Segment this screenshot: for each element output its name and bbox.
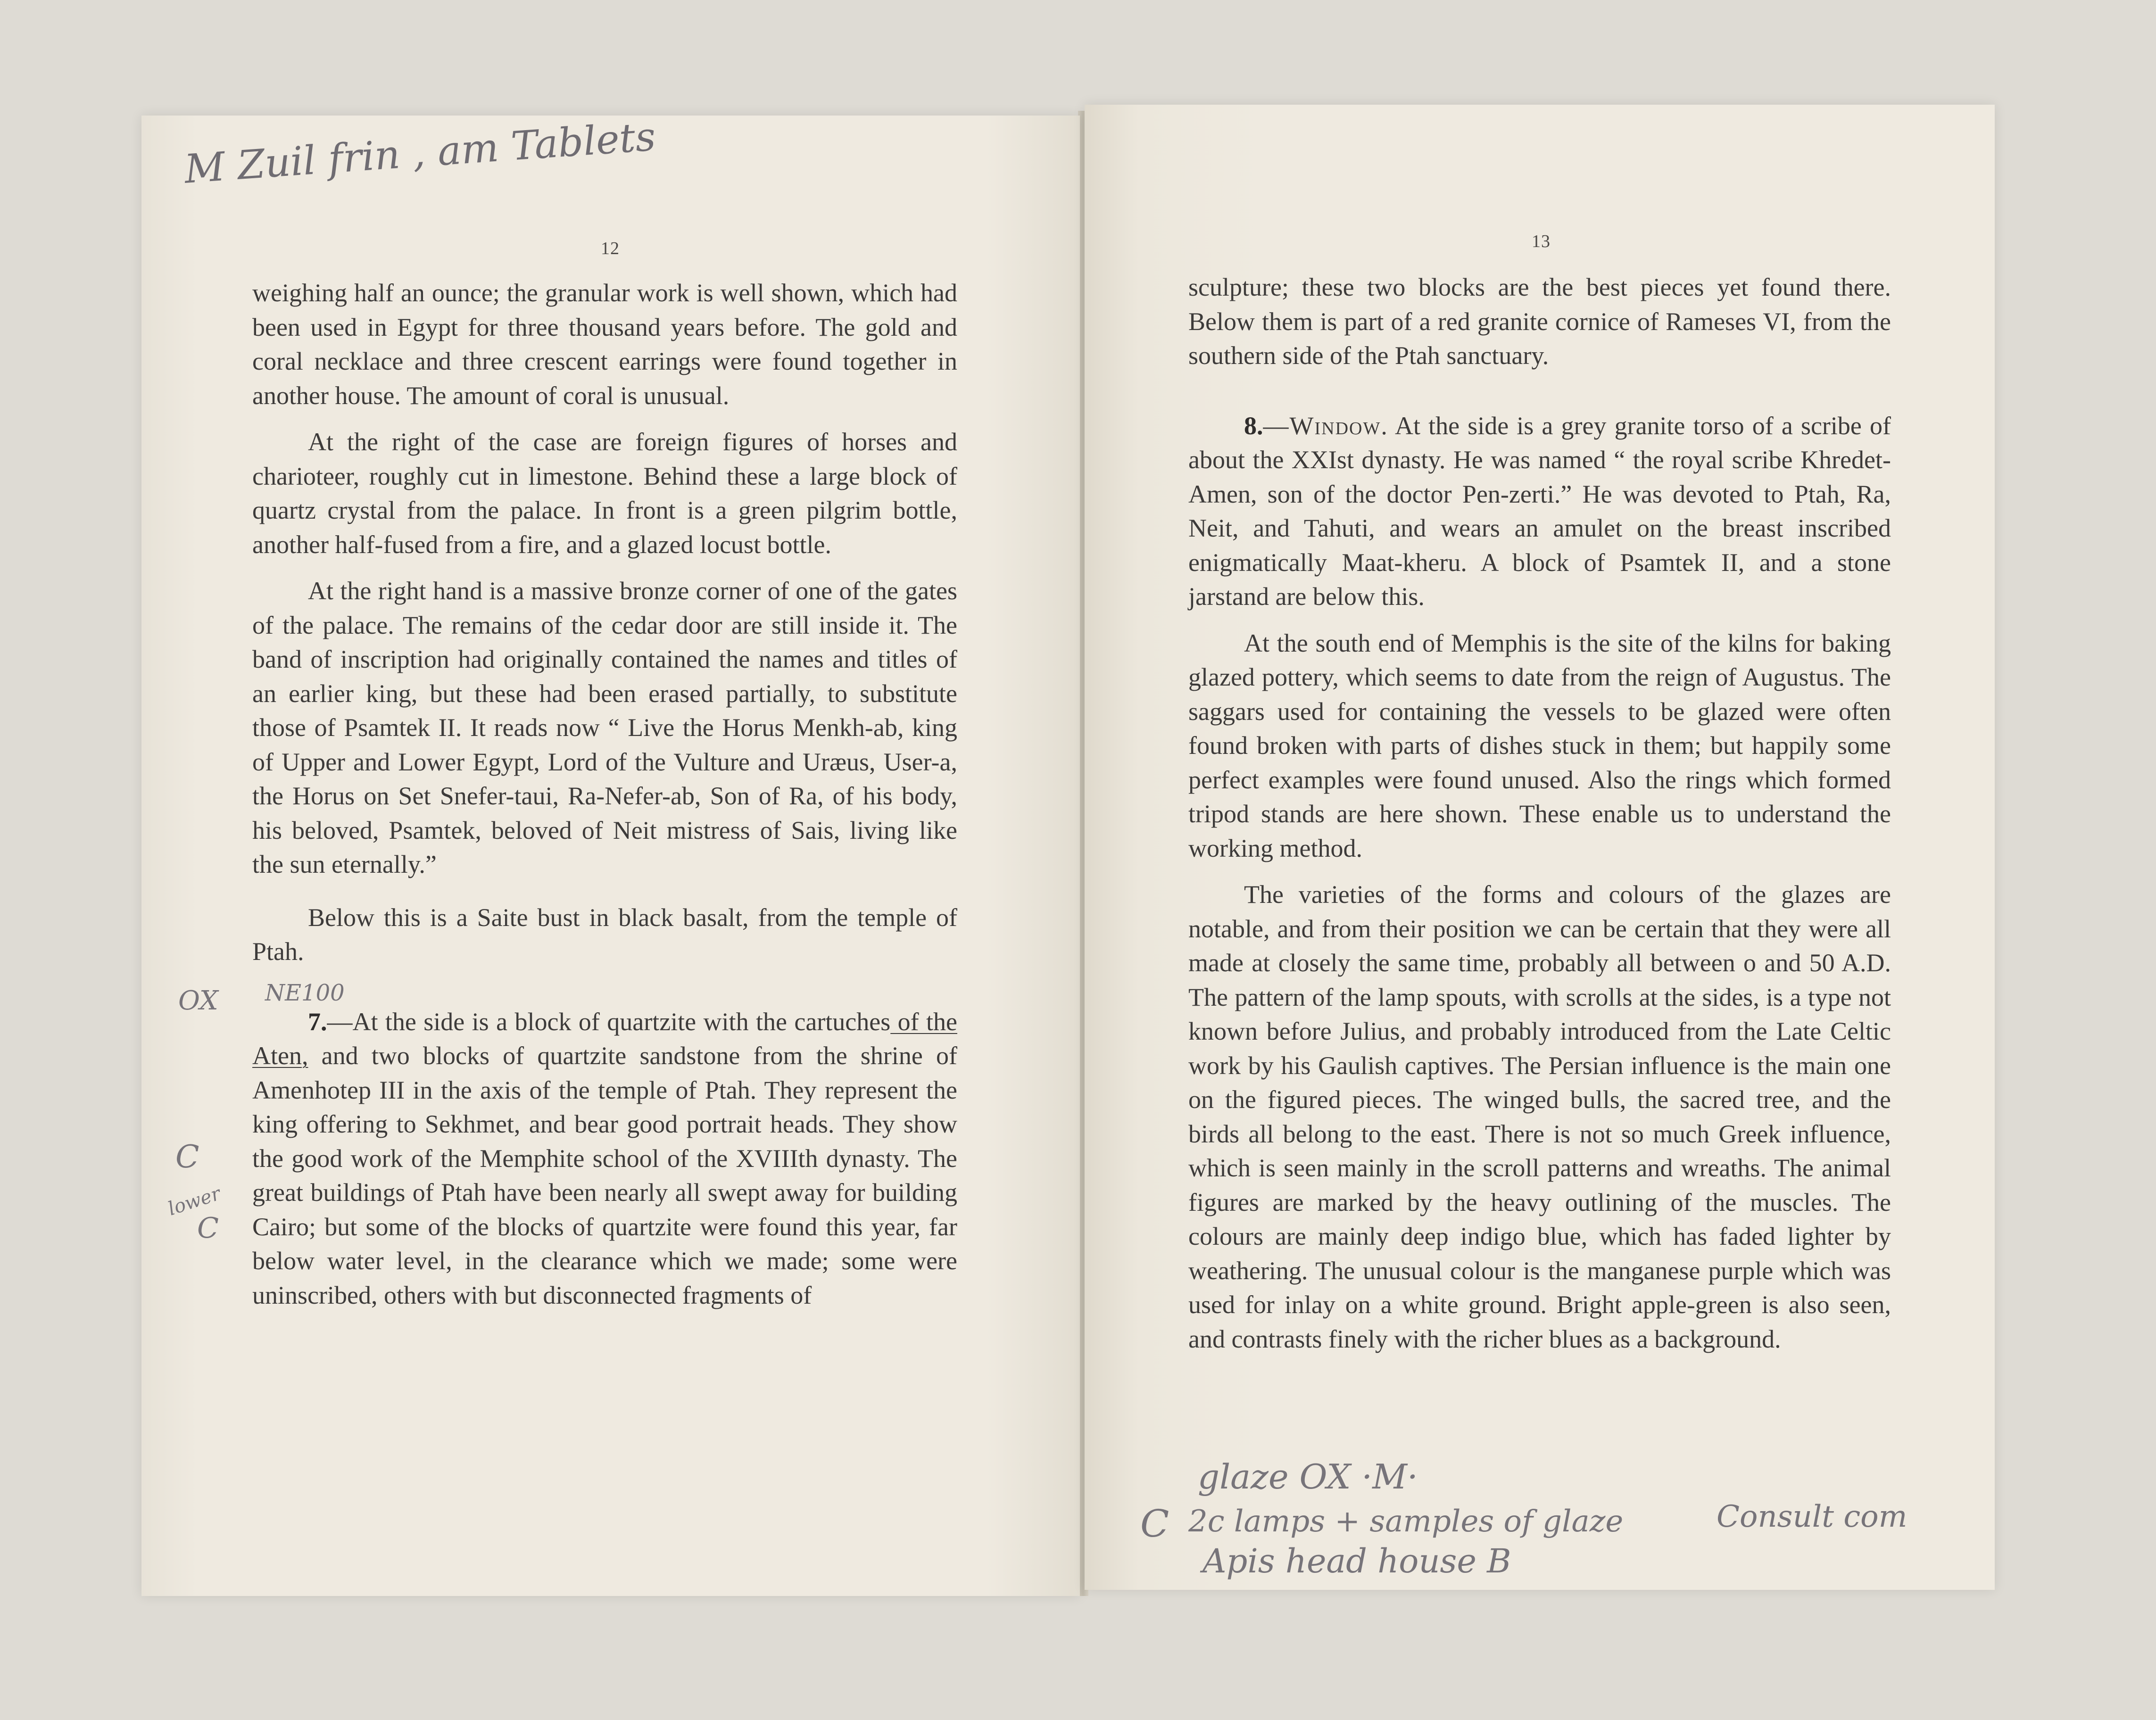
handwritten-nego: NE100 [265,980,345,1006]
paragraph: sculpture; these two blocks are the best pieces yet found there. Below them is part of a red granite cornice of Rameses VI, from the southern side of the Ptah sanctuary. [1188,273,1891,370]
section-number: 7. [308,1007,327,1036]
handwritten-lower: lower [165,1182,224,1220]
handwritten-ox: OX [178,985,218,1016]
paragraph: weighing half an ounce; the granular work is well shown, which had been used in Egypt for three thousand years before. The gold and coral necklace and three crescent earrings were found together in another house. The amount of coral is unusual. [252,279,957,410]
handwritten-apis-note: Apis head house B [1202,1542,1511,1580]
paragraph: Below this is a Saite bust in black basalt, from the temple of Ptah. [252,903,957,966]
handwritten-c-mark: C [175,1139,199,1175]
handwritten-lamps-note: 2c lamps + samples of glaze [1188,1504,1624,1539]
handwritten-c-mark: C [197,1212,219,1245]
paragraph: At the right of the case are foreign figures of horses and charioteer, roughly cut in limestone. Behind these a large block of quartz crystal from the palace. In front is a green pilgrim bottle, another half-fused from a fire, and a glazed locust bottle. [252,428,957,559]
section-number: 8. [1244,411,1263,440]
handwritten-consult-note: Consult com [1717,1499,1907,1534]
handwritten-glaze-note: glaze OX ·M· [1198,1457,1418,1497]
page-number-right: 13 [1532,232,1551,251]
right-page-text [1188,270,1891,1356]
paragraph: The varieties of the forms and colours of the glazes are notable, and from their position we can be certain that they were all made at closely the same time, probably all between o and 50 A.D. The pattern of the lamp spouts, with scrolls at the sides, is a type not known before Julius, and probably introduced from the Late Celtic work by his Gaulish captives. The Persian influence is the main one on the figured pieces. The winged bulls, the sacred tree, and the birds all belong to the east. There is not so much Greek influence, which is seen mainly in the scroll patterns and wreaths. The animal figures are marked by the heavy outlining of the muscles. The colours are mainly deep indigo blue, which has faded lighter by weathering. The unusual colour is the manganese purple which was used for inlay on a white ground. Bright apple-green is also seen, and contrasts finely with the richer blues as a background. [1188,880,1891,1353]
page-number-left: 12 [601,239,620,258]
left-page-text [252,276,957,1312]
handwritten-c-mark: C [1140,1502,1169,1546]
section-text: At the side is a grey granite torso of a scribe of about the XXIst dynasty. He was named “ the royal scribe Khredet-Amen, son of the doctor Pen-zerti.” He was devoted to Ptah, Ra, Neit, and Tahuti, and wears an amulet on the breast inscribed enigmatically Maat-kheru. A block of Psamtek II, and a stone jarstand are below this. [1188,411,1891,611]
section-text: —At the side is a block of quartzite with the cartuches [327,1007,891,1036]
section-7-paragraph [252,1005,957,1313]
section-text: and two blocks of quartzite sandstone from the shrine of Amenhotep III in the axis of the temple of Ptah. They represent the king offering to Sekhmet, and bear good portrait heads. They show the good work of the Memphite school of the XVIIIth dynasty. The great buildings of Ptah have been nearly all swept away for building Cairo; but some of the blocks of quartzite were found this year, far below water level, in the clearance which we made; some were uninscribed, others with but disconnected fragments of [252,1042,957,1309]
underlined-text: of the Aten, [252,1007,958,1070]
paragraph: At the right hand is a massive bronze corner of one of the gates of the palace. The remains of the cedar door are still inside it. The band of inscription had originally contained the names and titles of an earlier king, but these had been erased partially, to substitute those of Psamtek II. It reads now “ Live the Horus Menkh-ab, king of Upper and Lower Egypt, Lord of the Vulture and Uræus, User-a, the Horus on Set Snefer-taui, Ra-Nefer-ab, Son of Ra, of his body, his beloved, Psamtek, beloved of Neit mistress of Sais, living like the sun eternally.” [252,577,957,878]
section-8-paragraph [1188,409,1891,614]
section-title: —Window. [1263,411,1388,440]
handwritten-note-top: M Zuil frin , am Tablets [182,113,657,192]
paragraph: At the south end of Memphis is the site of the kilns for baking glazed pottery, which seems to date from the reign of Augustus. The saggars used for containing the vessels to be glazed were often found broken with parts of dishes stuck in them; but happily some perfect examples were found unused. Also the rings which formed tripod stands are here shown. These enable us to understand the working method. [1188,628,1891,862]
